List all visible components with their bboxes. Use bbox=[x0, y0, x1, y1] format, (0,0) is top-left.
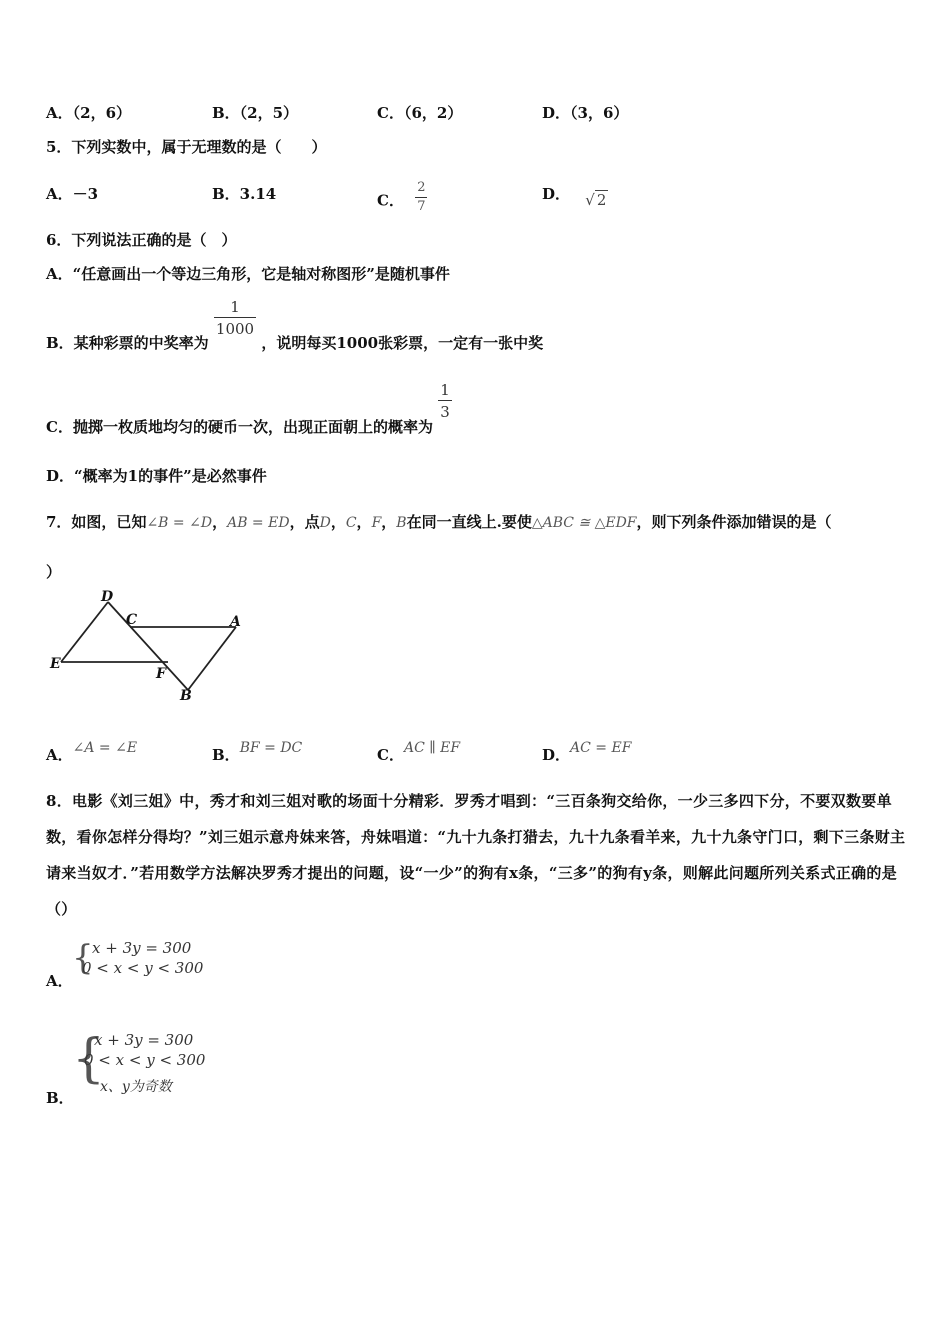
q7-math-point-f: F bbox=[371, 515, 382, 531]
q6-option-c-prefix: C．抛掷一枚质地均匀的硬币一次，出现正面朝上的概率为 bbox=[46, 417, 433, 436]
q7-stem bbox=[46, 511, 832, 532]
q7-option-a-math: ∠A = ∠E bbox=[72, 740, 138, 756]
q7-option-c bbox=[377, 741, 460, 762]
q7-option-b-label: B． bbox=[212, 746, 240, 764]
q7-option-c-label: C． bbox=[377, 746, 404, 764]
q8-option-a-label: A． bbox=[46, 972, 73, 990]
label-f: F bbox=[156, 666, 166, 682]
q6-stem: 6．下列说法正确的是（ ） bbox=[46, 231, 237, 249]
q7-option-b-math: BF = DC bbox=[239, 740, 303, 756]
q6-b-fraction-denominator: 1000 bbox=[215, 320, 255, 338]
label-b: B bbox=[180, 688, 192, 704]
q8-a-inequality: 0 < x < y < 300 bbox=[82, 959, 204, 977]
q5-option-d bbox=[542, 183, 608, 209]
q7-text-6: ， bbox=[381, 513, 397, 531]
left-brace-icon: { bbox=[72, 1029, 106, 1089]
q8-option-b-label: B． bbox=[46, 1089, 74, 1107]
q8-option-b-system bbox=[72, 1030, 232, 1100]
q8-a-equation-1: x + 3y = 300 bbox=[92, 939, 192, 957]
q8-stem: 8．电影《刘三姐》中，秀才和刘三姐对歌的场面十分精彩．罗秀才唱到：“三百条狗交给你，一少三多四下分，不要双数要单数，看你怎样分得均？”刘三姐示意舟妹来答，舟妹唱道：“九十九条打猎去，九十九条看羊来，九十九条守门口，剩下三条财主请来当奴才．”若用数学方法解决罗秀才提出的问题，设“一少”的狗有x条，“三多”的狗有y条，则解此问题所列关系式正确的是（） bbox=[46, 792, 906, 918]
q7-option-c-math: AC ∥ EF bbox=[403, 740, 461, 756]
q7-text-5: ， bbox=[356, 513, 372, 531]
q6-option-a: A．“任意画出一个等边三角形，它是轴对称图形”是随机事件 bbox=[46, 265, 450, 283]
q4-option-c: C．（6，2） bbox=[377, 104, 463, 122]
q8-b-inequality: 0 < x < y < 300 bbox=[84, 1051, 206, 1069]
q5-fraction bbox=[415, 179, 427, 216]
label-d: D bbox=[101, 590, 114, 605]
line-ab bbox=[188, 627, 236, 690]
q6-b-fraction bbox=[214, 297, 256, 340]
label-c: C bbox=[126, 612, 138, 628]
q7-math-point-b: B bbox=[396, 515, 407, 531]
q6-option-d: D．“概率为1的事件”是必然事件 bbox=[46, 467, 267, 485]
left-brace-icon: { bbox=[72, 938, 94, 978]
q6-option-b-suffix: ，说明每买1000张彩票，一定有一张中奖 bbox=[261, 333, 544, 352]
q6-option-b-prefix: B．某种彩票的中奖率为 bbox=[46, 333, 209, 352]
q6-option-c bbox=[46, 380, 452, 436]
q5-option-b: B．3.14 bbox=[212, 185, 277, 203]
q7-math-ab-eq-ed: AB = ED bbox=[227, 515, 290, 531]
q7-option-d-math: AC = EF bbox=[570, 740, 632, 756]
q8-b-equation-1: x + 3y = 300 bbox=[94, 1031, 194, 1049]
q7-math-angle-b-eq-d: ∠B = ∠D bbox=[146, 515, 213, 531]
q7-geometry-figure bbox=[46, 590, 256, 705]
line-db bbox=[108, 602, 188, 690]
q7-text-8: ，则下列条件添加错误的是（ bbox=[636, 513, 832, 531]
q8-b-odd-condition: x、y为奇数 bbox=[100, 1079, 172, 1095]
q7-stem-close-paren: ） bbox=[46, 563, 62, 581]
q7-math-point-d: D bbox=[319, 515, 331, 531]
line-ed bbox=[61, 602, 108, 662]
q7-text-1: 7．如图，已知 bbox=[46, 513, 147, 531]
q6-c-fraction-denominator: 3 bbox=[440, 403, 450, 421]
q7-option-b bbox=[212, 741, 302, 762]
q6-option-b bbox=[46, 297, 544, 352]
q6-b-fraction-numerator: 1 bbox=[214, 297, 256, 318]
q5-option-a: A．－3 bbox=[46, 185, 99, 203]
q5-option-c bbox=[377, 180, 427, 220]
label-e: E bbox=[50, 656, 61, 672]
q5-fraction-denominator: 7 bbox=[417, 199, 426, 214]
q7-option-d-label: D． bbox=[542, 746, 571, 764]
q5-option-d-label: D． bbox=[542, 185, 571, 203]
q7-text-7: 在同一直线上.要使 bbox=[406, 513, 532, 531]
q5-stem: 5．下列实数中，属于无理数的是（ ） bbox=[46, 138, 327, 156]
label-a: A bbox=[230, 614, 241, 630]
q6-c-fraction-numerator: 1 bbox=[440, 381, 450, 399]
q7-math-congruence: △ABC ≅ △EDF bbox=[531, 515, 637, 531]
q7-text-2: ， bbox=[212, 513, 228, 531]
q4-option-b: B．（2，5） bbox=[212, 104, 299, 122]
q7-option-a-label: A． bbox=[46, 746, 73, 764]
q7-option-a bbox=[46, 741, 137, 762]
q7-text-4: ， bbox=[330, 513, 346, 531]
q8-option-a-system bbox=[72, 938, 222, 982]
q7-option-d bbox=[542, 741, 631, 762]
sqrt-radicand: 2 bbox=[596, 191, 607, 209]
sqrt-symbol: √ 2 bbox=[585, 191, 607, 209]
q7-math-point-c: C bbox=[345, 515, 357, 531]
q6-c-fraction bbox=[438, 380, 452, 423]
q4-option-d: D．（3，6） bbox=[542, 104, 629, 122]
q5-fraction-numerator: 2 bbox=[415, 179, 427, 198]
q5-option-c-label: C． bbox=[377, 191, 404, 210]
q4-option-a: A．（2，6） bbox=[46, 104, 132, 122]
q7-text-3: ，点 bbox=[289, 513, 320, 531]
